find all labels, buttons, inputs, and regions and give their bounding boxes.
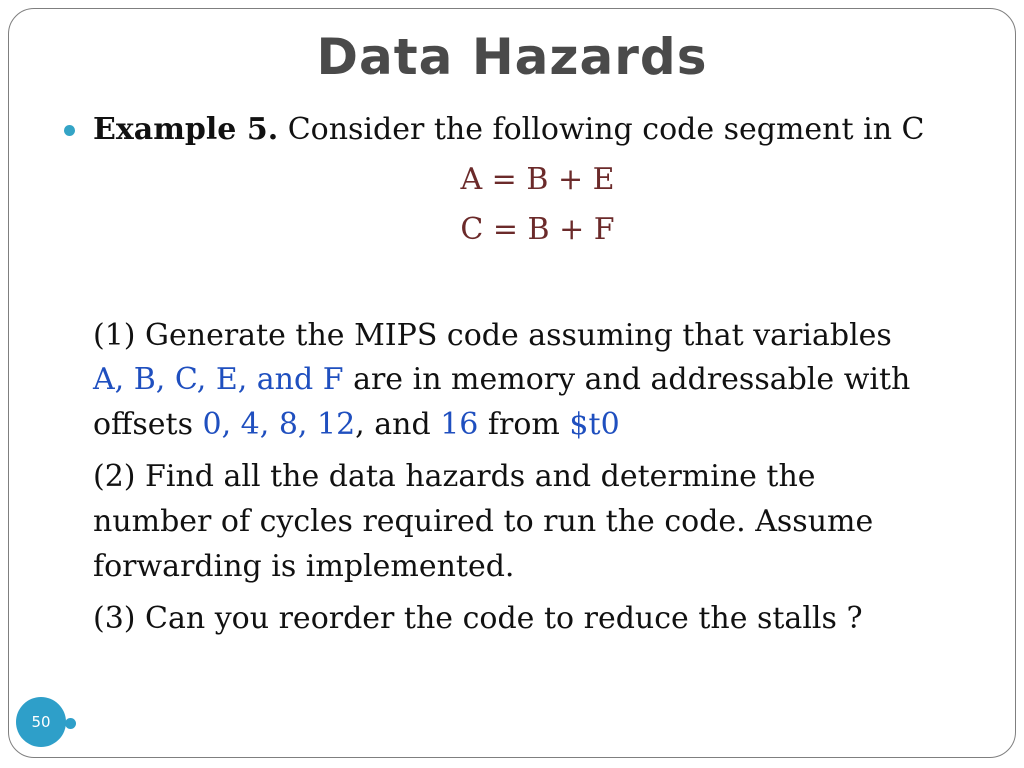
part2-line-1: (2) Find all the data hazards and determine the	[93, 459, 816, 494]
part2-line-2: number of cycles required to run the code. Assume	[93, 504, 874, 539]
slide-title: Data Hazards	[316, 28, 708, 86]
code-line-2: C = B + F	[460, 212, 615, 247]
slide-number: 50	[31, 713, 51, 731]
part1-line-3	[93, 403, 620, 447]
example-line	[93, 108, 925, 152]
slide-number-badge	[16, 697, 66, 747]
part1-line-1: (1) Generate the MIPS code assuming that variables	[93, 318, 892, 353]
bullet-dot-icon	[64, 125, 75, 136]
offsets-and: , and	[355, 407, 441, 442]
slide-number-dot-icon	[65, 718, 76, 729]
offsets-label: offsets	[93, 407, 203, 442]
offsets-last: 16	[440, 407, 479, 442]
base-register: $t0	[569, 407, 620, 442]
example-text: Consider the following code segment in C	[278, 112, 925, 147]
code-line-1: A = B + E	[460, 162, 615, 197]
example-label: Example 5.	[93, 112, 279, 147]
from-text: from	[478, 407, 570, 442]
part2-line-3: forwarding is implemented.	[93, 549, 515, 584]
part1-line-2-rest: are in memory and addressable with	[343, 362, 911, 397]
part3-line: (3) Can you reorder the code to reduce the stalls ?	[93, 601, 863, 636]
offsets-values: 0, 4, 8, 12	[202, 407, 356, 442]
variables-list: A, B, C, E, and F	[93, 362, 344, 397]
part1-line-2	[93, 358, 910, 402]
